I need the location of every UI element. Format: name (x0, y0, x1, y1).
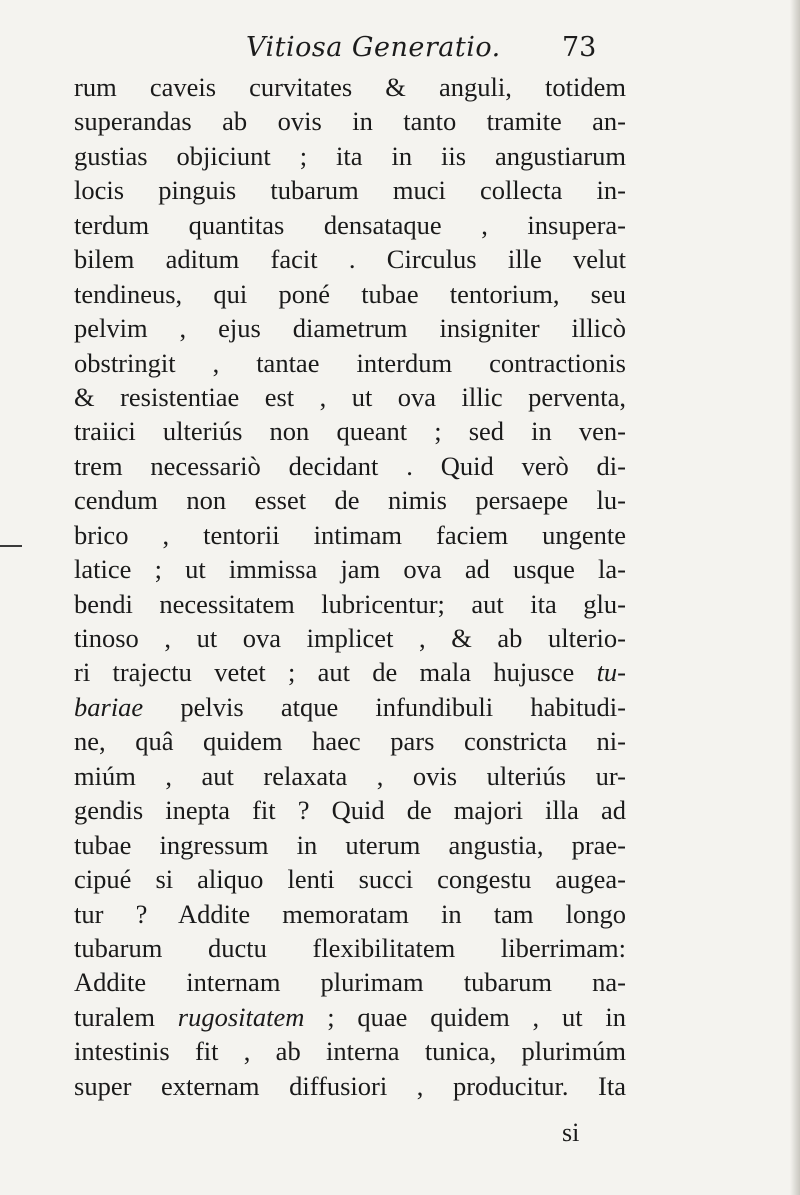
line-text: Addite internam plurimam tubarum na- (74, 967, 626, 998)
text-line (74, 759, 626, 793)
text-line (74, 897, 626, 931)
line-text: cendum non esset de nimis persaepe lu- (74, 485, 626, 516)
line-text: latice ; ut immissa jam ova ad usque la- (74, 554, 626, 585)
line-text: & resistentiae est , ut ova illic perventa, (74, 381, 626, 412)
line-text: superandas ab ovis in tanto tramite an- (74, 106, 626, 137)
text-line (74, 655, 626, 689)
text-line (74, 277, 626, 311)
line-text: miúm , aut relaxata , ovis ulteriús ur- (74, 760, 626, 791)
line-text: obstringit , tantae interdum contractionis (74, 347, 626, 378)
text-line (74, 793, 626, 827)
text-line (74, 104, 626, 138)
line-text: rum caveis curvitates & anguli, totidem (74, 72, 626, 102)
line-text: traiici ulteriús non queant ; sed in ven- (74, 416, 626, 447)
text-line (74, 414, 626, 448)
running-title: Vitiosa Generatio. (246, 32, 501, 63)
line-text: tendineus, qui poné tubae tentorium, seu (74, 278, 626, 309)
text-line (74, 449, 626, 483)
line-text: pelvis atque infundibuli habitudi- (143, 691, 626, 722)
text-line (74, 690, 626, 724)
line-text: ne, quâ quidem haec pars constricta ni- (74, 726, 626, 757)
line-text: gendis inepta fit ? Quid de majori illa ad (74, 795, 626, 826)
italic-text: bariae (74, 691, 144, 722)
text-line (74, 724, 626, 758)
line-text: tur ? Addite memoratam in tam longo (74, 898, 626, 929)
page-number: 73 (562, 32, 597, 63)
page-header (0, 30, 800, 70)
line-text: bendi necessitatem lubricentur; aut ita glu- (74, 588, 626, 619)
text-line (74, 346, 626, 380)
text-line (74, 587, 626, 621)
line-text: ri trajectu vetet ; aut de mala hujusce (74, 657, 597, 688)
text-line (74, 931, 626, 965)
line-text: terdum quantitas densataque , insupera- (74, 209, 626, 240)
catchword: si (562, 1118, 580, 1147)
line-text: bilem aditum facit . Circulus ille velut (74, 244, 626, 275)
line-text: intestinis fit , ab interna tunica, plurimúm (74, 1036, 626, 1067)
text-line (74, 621, 626, 655)
italic-text: tu- (596, 657, 626, 688)
line-text: ; quae quidem , ut in (304, 1001, 627, 1032)
text-line (74, 1034, 626, 1068)
line-text: trem necessariò decidant . Quid verò di- (74, 450, 626, 481)
text-line (74, 139, 626, 173)
line-text: locis pinguis tubarum muci collecta in- (74, 175, 626, 206)
line-text: tinoso , ut ova implicet , & ab ulterio- (74, 623, 626, 653)
text-line (74, 552, 626, 586)
line-text: super externam diffusiori , producitur. Ita (74, 1070, 626, 1101)
line-text: tubae ingressum in uterum angustia, prae- (74, 829, 626, 860)
body-text (74, 70, 626, 1103)
text-line (74, 311, 626, 345)
text-line (74, 173, 626, 207)
text-line (74, 70, 626, 104)
text-line (74, 1069, 626, 1103)
text-line (74, 965, 626, 999)
line-text: gustias objiciunt ; ita in iis angustiarum (74, 140, 626, 171)
line-text: cipué si aliquo lenti succi congestu augea- (74, 864, 626, 895)
text-line (74, 208, 626, 242)
text-line (74, 483, 626, 517)
text-line (74, 380, 626, 414)
text-line (74, 518, 626, 552)
margin-mark (0, 545, 22, 547)
page-edge (790, 0, 800, 1195)
line-text: pelvim , ejus diametrum insigniter illicò (74, 313, 626, 344)
text-line (74, 862, 626, 896)
line-text: tubarum ductu flexibilitatem liberrimam: (74, 932, 626, 963)
italic-text: rugositatem (177, 1001, 305, 1032)
text-line (74, 1000, 626, 1034)
line-text: turalem (74, 1001, 178, 1032)
text-line (74, 828, 626, 862)
text-line (74, 242, 626, 276)
line-text: brico , tentorii intimam faciem ungente (74, 519, 626, 550)
